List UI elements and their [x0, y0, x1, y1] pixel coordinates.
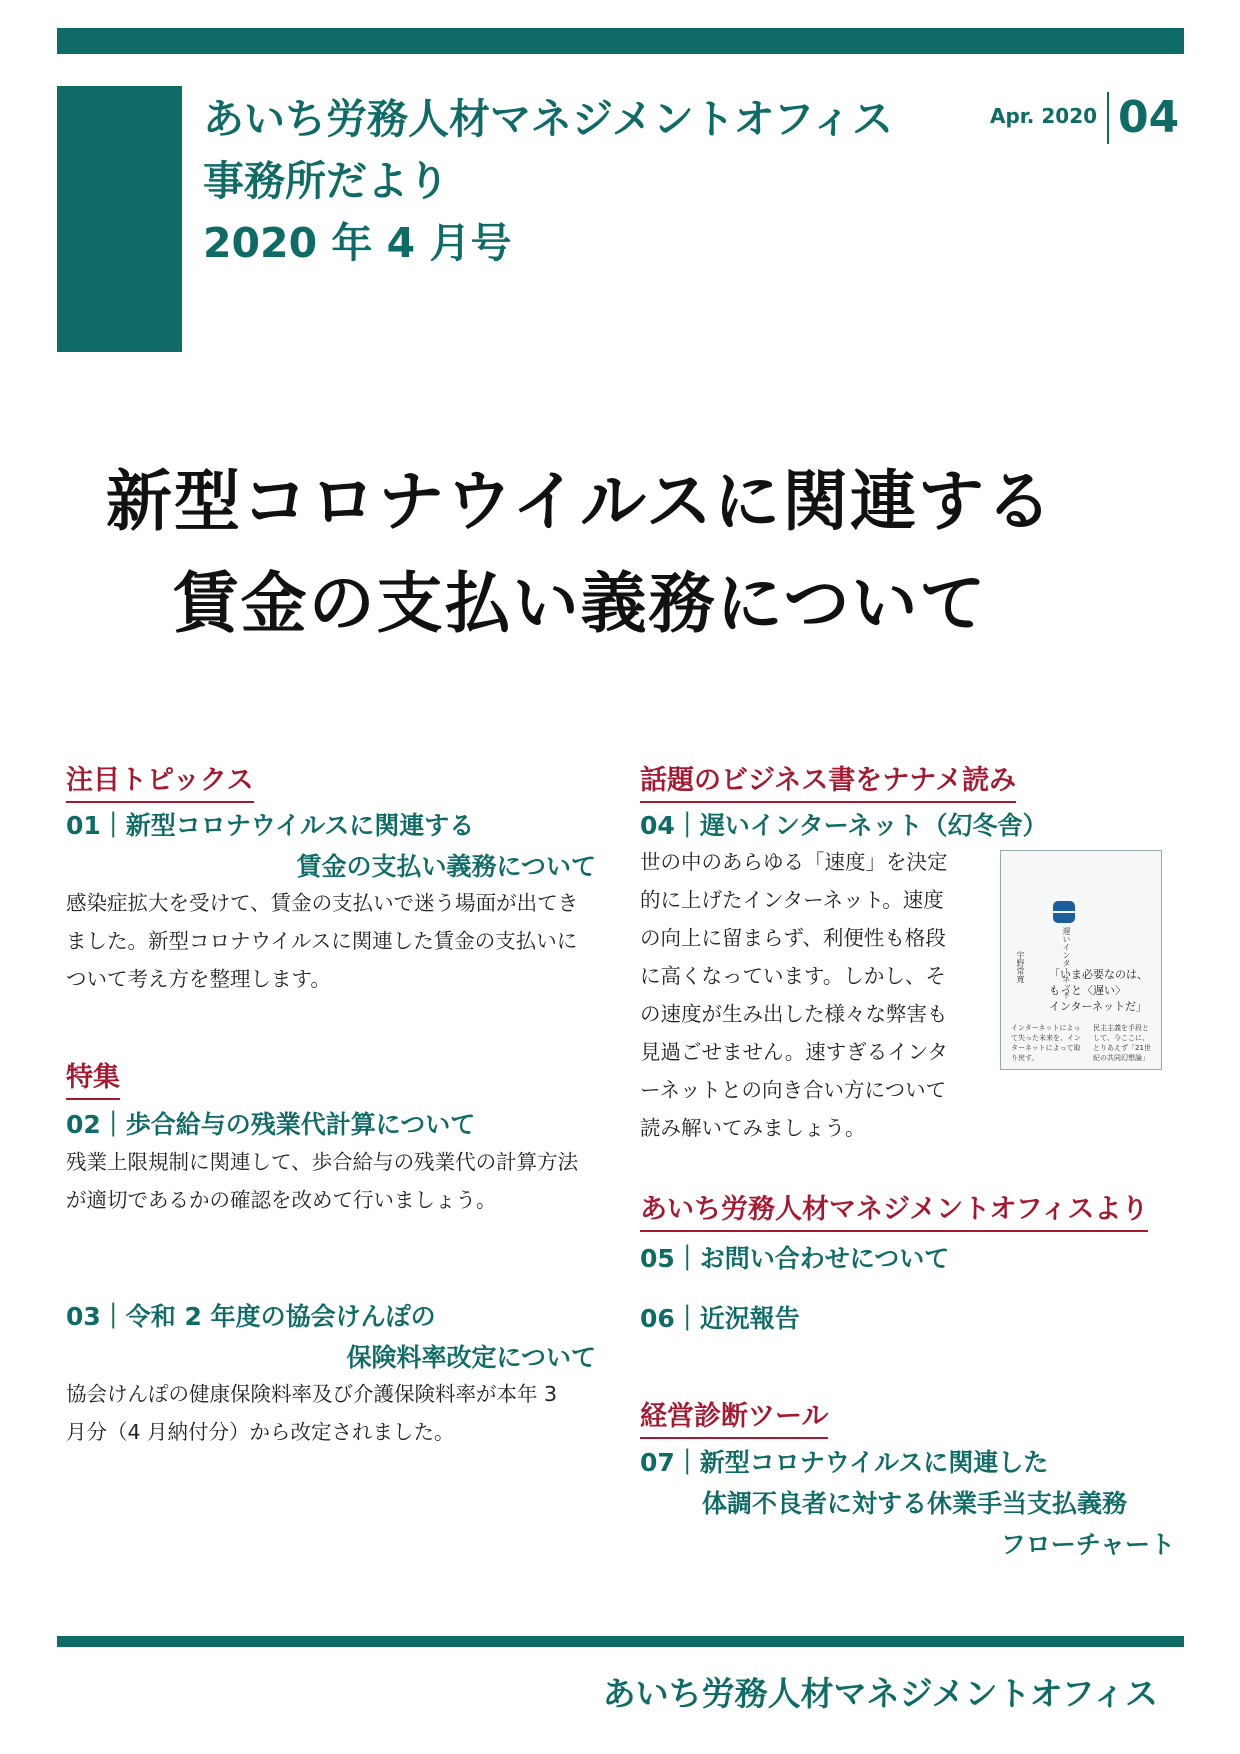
item-03-title-line1: 03｜令和 2 年度の協会けんぽの — [66, 1302, 436, 1331]
item-02-body-line: 残業上限規制に関連して、歩合給与の残業代の計算方法 — [66, 1150, 579, 1174]
book-title: 遅いインターネット — [1062, 927, 1071, 999]
book-logo-icon — [1053, 901, 1075, 923]
item-01-body — [66, 884, 578, 998]
book-author: 宇野常寛 — [1016, 951, 1025, 983]
section-topics-heading: 注目トピックス — [66, 758, 254, 803]
item-03-title-line2: 保険料率改定について — [346, 1343, 596, 1372]
item-07-title-line2: 体調不良者に対する休業手当支払義務 — [702, 1489, 1128, 1518]
item-06-title: 06｜近況報告 — [640, 1304, 800, 1333]
item-04-body-line: の速度が生み出した様々な弊害も — [640, 1002, 948, 1026]
issue-label: 2020 年 4 月号 — [203, 219, 512, 267]
book-quote-line: もっと〈遅い〉 — [1049, 984, 1126, 997]
book-quote-line: インターネットだ」 — [1049, 1000, 1148, 1013]
item-01-title-line1: 01｜新型コロナウイルスに関連する — [66, 811, 475, 840]
item-03-body-line: 協会けんぽの健康保険料率及び介護保険料率が本年 3 — [66, 1382, 558, 1406]
book-quote-line: 「いま必要なのは、 — [1049, 968, 1148, 981]
section-tool-heading: 経営診断ツール — [640, 1394, 828, 1439]
footer-office-name: あいち労務人材マネジメントオフィス — [602, 1674, 1158, 1713]
item-01-body-line: ました。新型コロナウイルスに関連した賃金の支払いに — [66, 929, 578, 953]
item-02-title: 02｜歩合給与の残業代計算について — [66, 1110, 476, 1139]
issue-number: 04 — [1118, 92, 1180, 143]
item-02-body — [66, 1143, 578, 1219]
top-divider-bar — [57, 28, 1184, 54]
bottom-divider-bar — [57, 1636, 1184, 1647]
item-05-title: 05｜お問い合わせについて — [640, 1244, 950, 1273]
item-01-body-line: ついて考え方を整理します。 — [66, 967, 331, 991]
item-01-title-line2: 賃金の支払い義務について — [296, 852, 596, 881]
issue-date: Apr. 2020 — [990, 104, 1098, 128]
section-office-heading: あいち労務人材マネジメントオフィスより — [640, 1187, 1148, 1232]
item-04-body-line: 的に上げたインターネット。速度 — [640, 888, 944, 912]
item-04-body — [640, 843, 948, 1147]
item-04-body-line: ーネットとの向き合い方について — [640, 1078, 947, 1102]
item-04-body-line: 読み解いてみましょう。 — [640, 1116, 866, 1140]
section-book-heading: 話題のビジネス書をナナメ読み — [640, 758, 1016, 803]
issue-separator — [1107, 92, 1109, 144]
section-feature-heading: 特集 — [66, 1055, 120, 1100]
item-03-body-line: 月分（4 月納付分）から改定されました。 — [66, 1420, 455, 1444]
item-03-body — [66, 1375, 557, 1451]
newsletter-name: 事務所だより — [203, 157, 449, 205]
book-blurb-left: インターネットによって失った未来を、インターネットによって取り戻す。 — [1011, 1024, 1081, 1062]
book-cover-image — [1000, 850, 1162, 1070]
item-02-body-line: が適切であるかの確認を改めて行いましょう。 — [66, 1188, 497, 1212]
item-04-body-line: の向上に留まらず、利便性も格段 — [640, 926, 946, 950]
item-04-body-line: に高くなっています。しかし、そ — [640, 964, 946, 988]
masthead — [203, 88, 893, 274]
title-accent-block — [57, 86, 182, 352]
item-04-body-line: 見過ごせません。速すぎるインタ — [640, 1040, 948, 1064]
item-07-title-line1: 07｜新型コロナウイルスに関連した — [640, 1448, 1049, 1477]
headline-line-1: 新型コロナウイルスに関連する — [105, 463, 1055, 540]
office-name: あいち労務人材マネジメントオフィス — [203, 95, 894, 143]
book-blurb-right: 民主主義を手段として、今ここに、とりあえず「21世紀の共同幻想論」 — [1093, 1024, 1151, 1062]
book-quote — [1049, 967, 1148, 1015]
item-04-body-line: 世の中のあらゆる「速度」を決定 — [640, 850, 948, 874]
item-07-title-line3: フローチャート — [1000, 1530, 1175, 1559]
headline-line-2: 賃金の支払い義務について — [172, 565, 988, 642]
item-04-title: 04｜遅いインターネット（幻冬舎） — [640, 811, 1048, 840]
item-01-body-line: 感染症拡大を受けて、賃金の支払いで迷う場面が出てき — [66, 891, 579, 915]
